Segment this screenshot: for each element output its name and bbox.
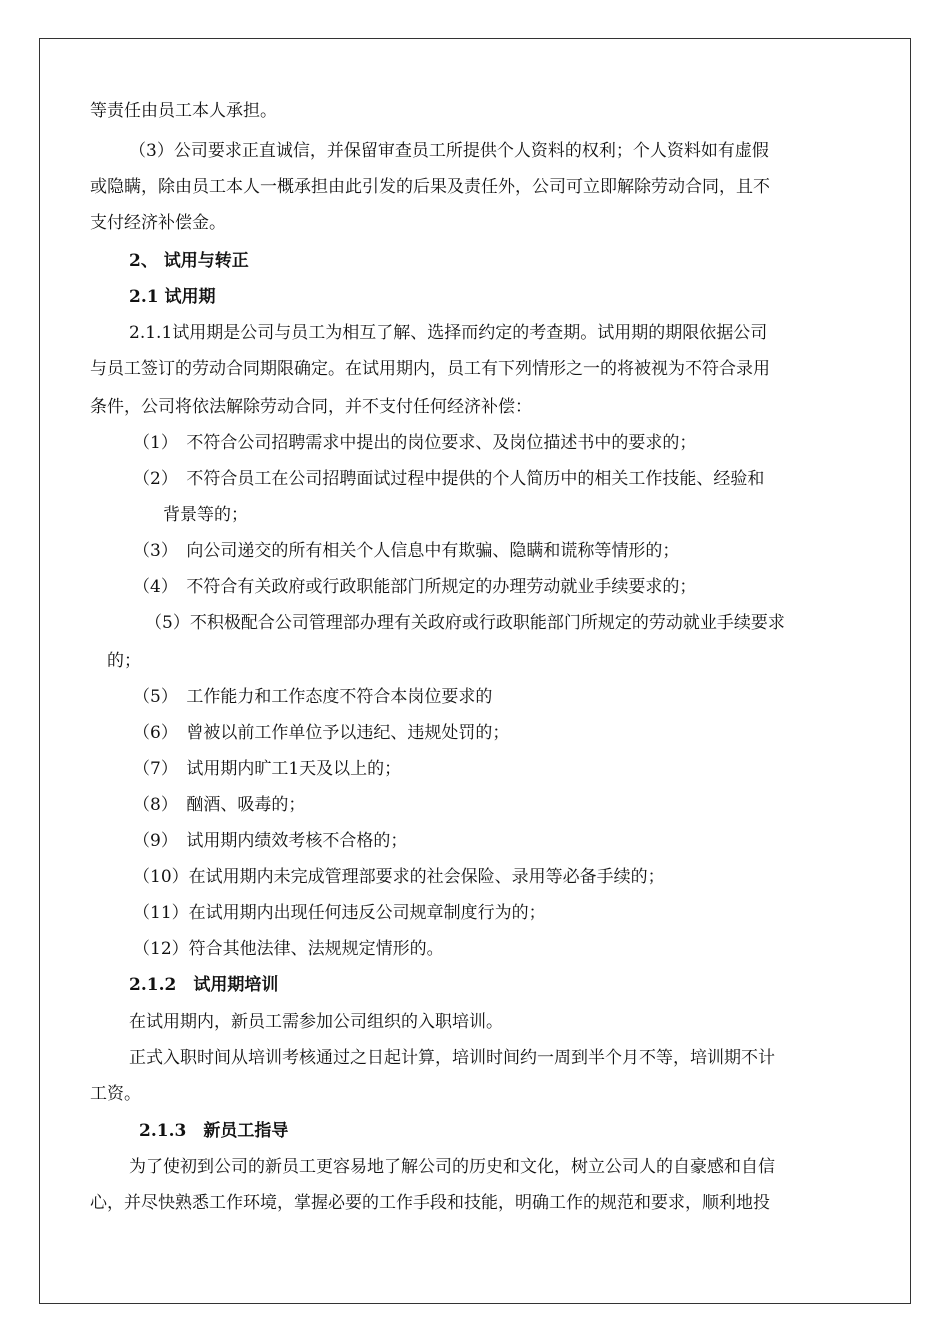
section-heading: 2、 试用与转正: [129, 251, 249, 271]
text-line: 与员工签订的劳动合同期限确定。在试用期内，员工有下列情形之一的将被视为不符合录用: [90, 359, 770, 379]
list-item: （1） 不符合公司招聘需求中提出的岗位要求、及岗位描述书中的要求的；: [133, 433, 697, 453]
list-item: （12）符合其他法律、法规规定情形的。: [133, 939, 444, 959]
text-line: 等责任由员工本人承担。: [90, 101, 277, 121]
list-item: （9） 试用期内绩效考核不合格的；: [133, 831, 408, 851]
text-line: 为了使初到公司的新员工更容易地了解公司的历史和文化，树立公司人的自豪感和自信: [129, 1157, 775, 1177]
text-line: 或隐瞒，除由员工本人一概承担由此引发的后果及责任外，公司可立即解除劳动合同，且不: [90, 177, 770, 197]
text-line: 正式入职时间从培训考核通过之日起计算，培训时间约一周到半个月不等，培训期不计: [129, 1048, 775, 1068]
list-item: （11）在试用期内出现任何违反公司规章制度行为的；: [133, 903, 546, 923]
subsection-heading: 2.1.2 试用期培训: [129, 975, 279, 995]
subsection-heading: 2.1.3 新员工指导: [139, 1121, 289, 1141]
text-line: 条件，公司将依法解除劳动合同，并不支付任何经济补偿：: [90, 397, 532, 417]
text-line: 在试用期内，新员工需参加公司组织的入职培训。: [129, 1012, 503, 1032]
list-item: （7） 试用期内旷工1天及以上的；: [133, 759, 402, 779]
list-item: （4） 不符合有关政府或行政职能部门所规定的办理劳动就业手续要求的；: [133, 577, 697, 597]
text-line: 心，并尽快熟悉工作环境，掌握必要的工作手段和技能，明确工作的规范和要求，顺利地投: [90, 1193, 770, 1213]
text-line: 工资。: [90, 1084, 141, 1104]
text-line: （3）公司要求正直诚信，并保留审查员工所提供个人资料的权利；个人资料如有虚假: [129, 141, 769, 161]
list-item: （5）不积极配合公司管理部办理有关政府或行政职能部门所规定的劳动就业手续要求: [145, 613, 785, 633]
text-line: 2.1.1试用期是公司与员工为相互了解、选择而约定的考查期。试用期的期限依据公司: [129, 323, 768, 343]
list-item: （5） 工作能力和工作态度不符合本岗位要求的: [133, 687, 493, 707]
list-item: （2） 不符合员工在公司招聘面试过程中提供的个人简历中的相关工作技能、经验和: [133, 469, 765, 489]
list-item-continuation: 的；: [107, 651, 141, 671]
text-line: 支付经济补偿金。: [90, 213, 226, 233]
list-item: （3） 向公司递交的所有相关个人信息中有欺骗、隐瞒和谎称等情形的；: [133, 541, 680, 561]
list-item: （10）在试用期内未完成管理部要求的社会保险、录用等必备手续的；: [133, 867, 665, 887]
list-item: （6） 曾被以前工作单位予以违纪、违规处罚的；: [133, 723, 510, 743]
list-item: （8） 酗酒、吸毒的；: [133, 795, 306, 815]
list-item-continuation: 背景等的；: [163, 505, 248, 525]
subsection-heading: 2.1 试用期: [129, 287, 216, 307]
